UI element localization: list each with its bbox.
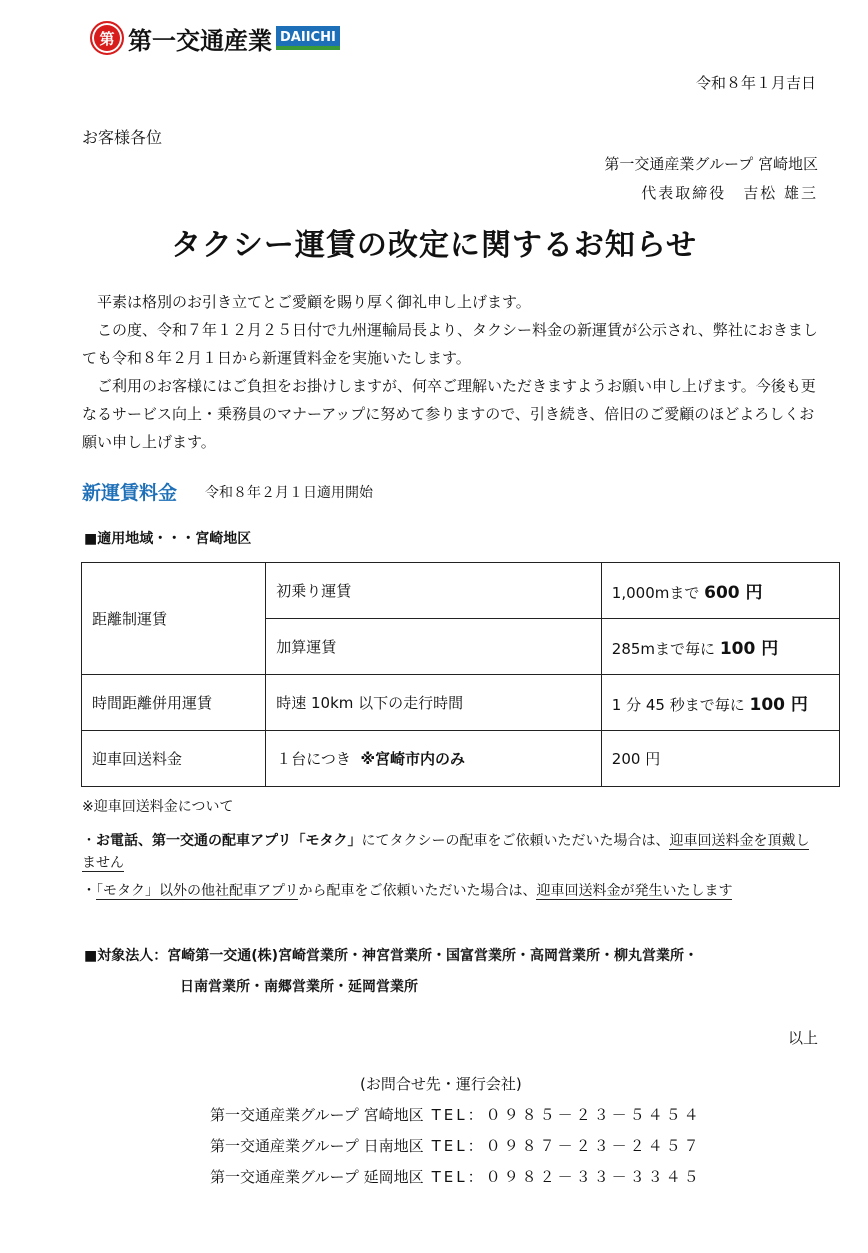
sender-org: 第一交通産業グループ 宮崎地区 — [604, 155, 818, 173]
salutation: お客様各位 — [82, 128, 163, 147]
corporations-line: 日南営業所・南郷営業所・延岡営業所 — [180, 979, 418, 995]
body-paragraph: この度、令和７年１２月２５日付で九州運輸局長より、タクシー料金の新運賃が公示され、弊社におきましても令和８年２月１日から新運賃料金を実施いたします。 — [82, 321, 818, 367]
logo-en-bar — [276, 46, 340, 50]
logo-en-badge — [276, 26, 340, 50]
fare-category: 時間距離併用運賃 — [82, 675, 266, 731]
logo-en-text: DAIICHI — [280, 30, 336, 45]
fare-price — [601, 619, 839, 675]
fare-table — [81, 562, 840, 787]
contact-heading: (お問合せ先・運行会社) — [360, 1075, 522, 1093]
page-title: タクシー運賃の改定に関するお知らせ — [170, 228, 698, 263]
fare-price-prefix: 1 分 45 秒まで毎に — [611, 696, 745, 714]
note-underlined: 迎車回送料金を頂戴しません — [82, 833, 810, 871]
fare-item: 初乗り運賃 — [266, 563, 602, 619]
fare-price — [601, 675, 839, 731]
note-emphasis: お電話、第一交通の配車アプリ「モタク」 — [96, 833, 362, 849]
fare-item-prefix: １台につき — [276, 750, 351, 768]
contact-line — [210, 1135, 702, 1156]
fare-category: 迎車回送料金 — [82, 731, 266, 787]
contact-name: 第一交通産業グループ 延岡地区 — [210, 1168, 424, 1186]
body-paragraph: 平素は格別のお引き立てとご愛顧を賜り厚く御礼申し上げます。 — [82, 293, 531, 311]
table-row — [82, 563, 840, 619]
note-text: から配車をご依頼いただいた場合は、 — [298, 883, 537, 899]
note-text: にてタクシーの配車をご依頼いただいた場合は、 — [361, 833, 670, 849]
fare-item: 加算運賃 — [266, 619, 602, 675]
contact-tel: TEL：０９８５－２３－５４５４ — [431, 1106, 702, 1124]
fare-price-prefix: 1,000mまで — [611, 584, 700, 602]
notice-date: 令和８年１月吉日 — [695, 74, 816, 92]
note-item — [82, 830, 822, 874]
note-bullet: ・ — [82, 833, 96, 849]
contact-tel: TEL：０９８２－３３－３３４５ — [431, 1168, 702, 1186]
contact-tel: TEL：０９８７－２３－２４５７ — [431, 1137, 702, 1155]
note-item — [82, 880, 732, 900]
closing-mark: 以上 — [787, 1029, 818, 1047]
fare-price-amount: 600 円 — [704, 583, 763, 603]
contact-line — [210, 1166, 702, 1187]
fare-price — [601, 563, 839, 619]
note-bullet: ・ — [82, 883, 96, 899]
distance-fare-label: 距離制運賃 — [82, 563, 266, 675]
section-title: 新運賃料金 — [82, 482, 178, 504]
table-row — [82, 675, 840, 731]
fare-price-amount: 100 円 — [749, 695, 808, 715]
company-logo — [90, 18, 340, 58]
section-subtitle: 令和８年２月１日適用開始 — [205, 485, 373, 501]
fare-item — [266, 731, 602, 787]
fare-item-note: ※宮崎市内のみ — [360, 750, 466, 768]
note-underlined: 「モタク」以外の他社配車アプリ — [96, 883, 299, 899]
notes-heading: ※迎車回送料金について — [82, 799, 234, 815]
corporations-line: ■対象法人：宮崎第一交通(株)宮崎営業所・神宮営業所・国富営業所・高岡営業所・柳丸営業所・ — [84, 948, 699, 964]
body-text — [82, 288, 822, 456]
fare-price: 200 円 — [601, 731, 839, 787]
logo-text: 第一交通産業 — [128, 26, 272, 55]
body-paragraph: ご利用のお客様にはご負担をお掛けしますが、何卒ご理解いただきますようお願い申し上げます。今後も更なるサービス向上・乗務員のマナーアップに努めて参りますので、引き続き、倍旧のご愛顧のほどよろしくお願い申し上げます。 — [82, 377, 816, 451]
contact-line — [210, 1104, 702, 1125]
area-label: ■適用地域・・・宮崎地区 — [84, 531, 252, 547]
contact-name: 第一交通産業グループ 宮崎地区 — [210, 1106, 424, 1124]
fare-price-amount: 100 円 — [719, 639, 779, 659]
fare-price-prefix: 285mまで毎に — [611, 640, 716, 658]
note-underlined: 迎車回送料金が発生いたします — [536, 883, 733, 899]
fare-item: 時速 10km 以下の走行時間 — [266, 675, 602, 731]
contact-name: 第一交通産業グループ 日南地区 — [210, 1137, 424, 1155]
table-row — [82, 731, 840, 787]
sender-rep: 代表取締役 吉松 雄三 — [641, 184, 818, 202]
logo-mark-icon: 第 — [90, 21, 124, 55]
